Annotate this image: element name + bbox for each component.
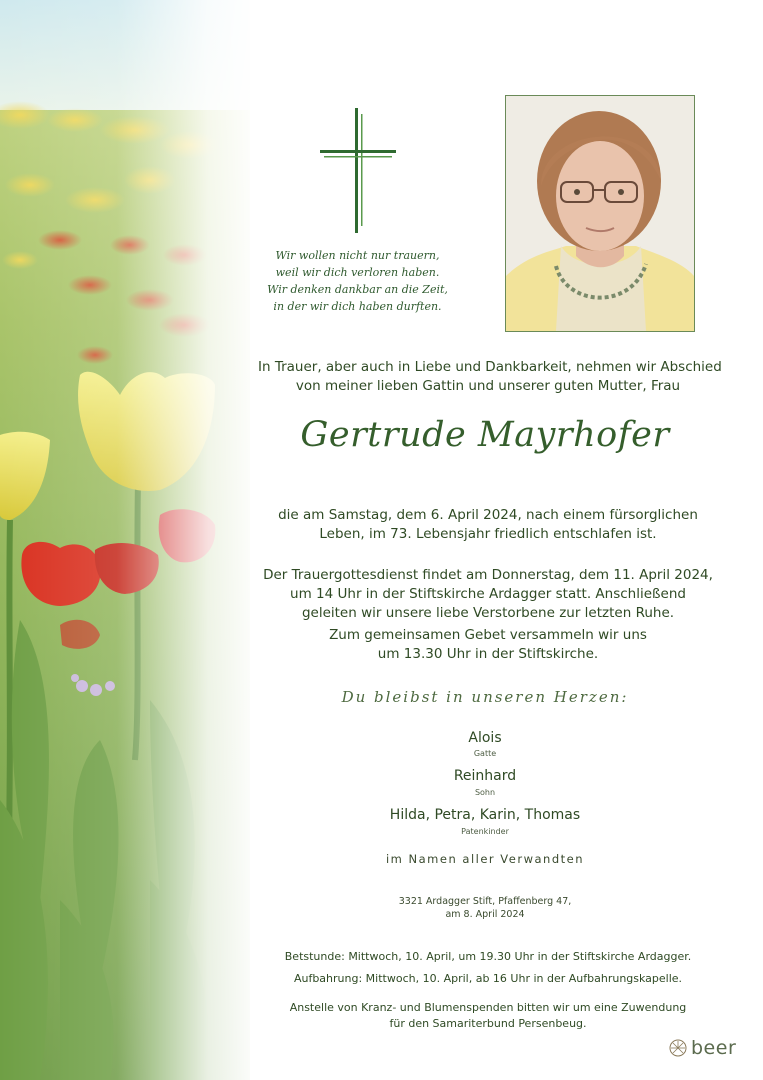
cross-icon [318, 108, 398, 233]
portrait-image [506, 96, 694, 331]
quote-line: in der wir dich haben durften. [273, 300, 442, 313]
mourner-name: Hilda, Petra, Karin, Thomas [389, 807, 581, 823]
mourner-name: Reinhard [453, 768, 517, 784]
prayer-line: um 13.30 Uhr in der Stiftskirche. [377, 646, 599, 662]
intro-text [258, 358, 722, 396]
logo-text: beer [691, 1037, 737, 1059]
memorial-quote [250, 247, 465, 315]
beer-logo [668, 1035, 740, 1061]
place-date [335, 895, 635, 921]
intro-line: von meiner lieben Gattin und unserer guten Mutter, Frau [295, 378, 681, 394]
donation-line: Anstelle von Kranz- und Blumenspenden bitten wir um eine Zuwendung [289, 1001, 687, 1014]
funeral-info [258, 566, 718, 623]
donation-line: für den Samariterbund Persenbeug. [389, 1017, 587, 1030]
prayer-info [258, 626, 718, 664]
events-info [258, 946, 718, 990]
death-notice [258, 506, 718, 544]
funeral-line: Der Trauergottesdienst findet am Donnerstag, dem 11. April 2024, [263, 567, 713, 583]
quote-line: Wir denken dankbar an die Zeit, [267, 283, 448, 296]
event-line: Betstunde: Mittwoch, 10. April, um 19.30 Uhr in der Stiftskirche Ardagger. [284, 950, 692, 963]
funeral-line: um 14 Uhr in der Stiftskirche Ardagger statt. Anschließend [290, 586, 686, 602]
donation-info [258, 1000, 718, 1032]
mourner-role: Patenkinder [461, 827, 509, 836]
funeral-line: geleiten wir unsere liebe Verstorbene zur letzten Ruhe. [301, 605, 675, 621]
place-date-line: am 8. April 2024 [445, 909, 525, 920]
mourner-name: Alois [468, 730, 502, 746]
quote-line: weil wir dich verloren haben. [275, 266, 440, 279]
remain-heading: Du bleibst in unseren Herzen: [341, 688, 629, 706]
intro-line: In Trauer, aber auch in Liebe und Dankbarkeit, nehmen wir Abschied [258, 359, 722, 375]
prayer-line: Zum gemeinsamen Gebet versammeln wir uns [329, 627, 647, 643]
mourner-role: Sohn [474, 788, 496, 797]
portrait-photo [505, 95, 695, 332]
deceased-name: Gertrude Mayrhofer [300, 415, 670, 455]
death-notice-line: Leben, im 73. Lebensjahr friedlich entschlafen ist. [319, 526, 657, 542]
relatives-line: im Namen aller Verwandten [385, 852, 584, 866]
dandelion-icon [668, 1038, 688, 1058]
place-date-line: 3321 Ardagger Stift, Pfaffenberg 47, [398, 896, 572, 907]
death-notice-line: die am Samstag, dem 6. April 2024, nach einem fürsorglichen [278, 507, 698, 523]
event-line: Aufbahrung: Mittwoch, 10. April, ab 16 Uhr in der Aufbahrungskapelle. [293, 972, 683, 985]
mourner-role: Gatte [473, 749, 497, 758]
quote-line: Wir wollen nicht nur trauern, [275, 249, 440, 262]
